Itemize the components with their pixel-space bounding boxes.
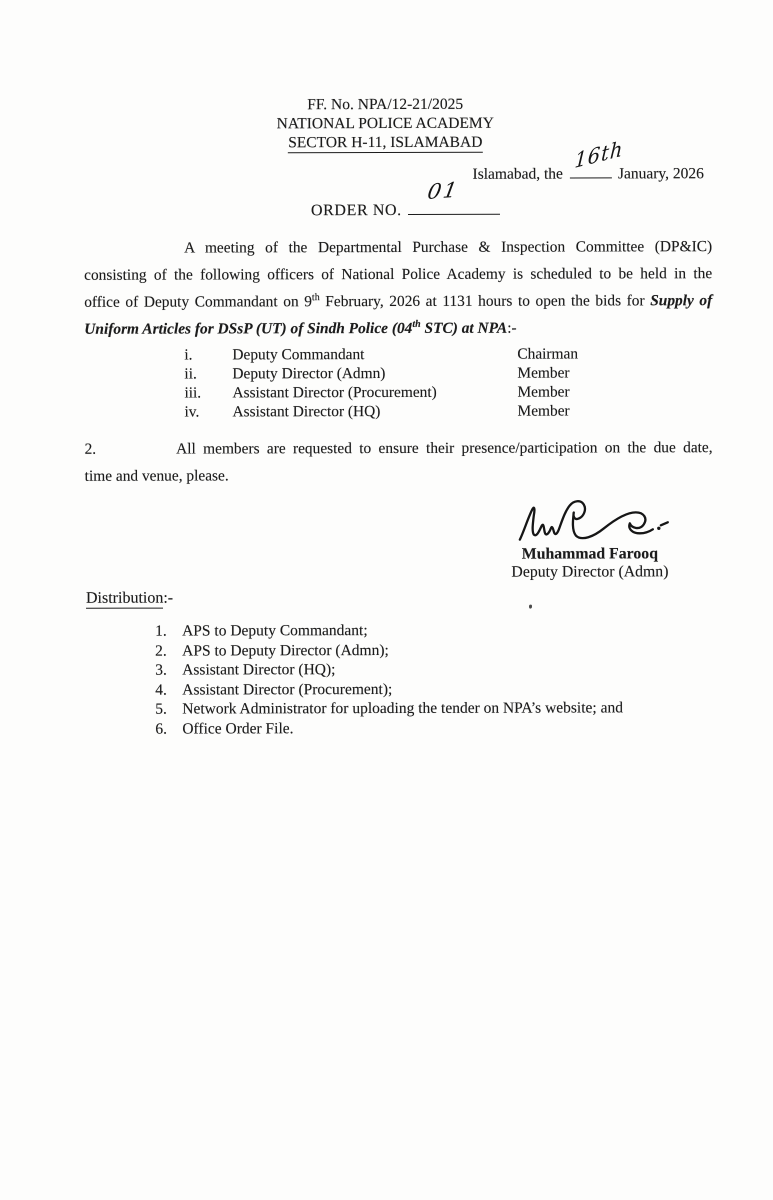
org-address: SECTOR H-11, ISLAMABAD	[288, 133, 483, 152]
signatory-title: Deputy Director (Admn)	[511, 563, 669, 581]
committee-num: iii.	[184, 384, 202, 402]
letterhead	[0, 94, 772, 153]
order-no-line	[310, 177, 772, 222]
item-num: 6.	[155, 720, 167, 738]
order-no-label: ORDER NO.	[310, 201, 402, 220]
committee-list	[184, 344, 772, 422]
org-name: NATIONAL POLICE ACADEMY	[276, 114, 494, 133]
signature-block	[0, 499, 773, 587]
committee-role: Chairman	[517, 345, 579, 363]
paragraph-line: time and venue, please.	[84, 467, 229, 485]
distribution-item	[155, 698, 773, 719]
handwritten-day: 16th	[573, 135, 624, 174]
distribution-item	[155, 620, 773, 641]
item-text: Office Order File.	[182, 720, 294, 738]
committee-num: iv.	[184, 403, 200, 421]
committee-num: i.	[184, 346, 193, 364]
committee-row	[184, 363, 772, 384]
committee-row	[184, 401, 772, 422]
committee-row	[184, 382, 772, 403]
committee-role: Member	[517, 364, 570, 382]
distribution-list	[155, 620, 773, 739]
item-num: 3.	[155, 661, 167, 679]
paragraph-line: 2. All members are requested to ensure their presence/participation on the due date,	[84, 439, 713, 458]
distribution-item	[155, 679, 773, 700]
committee-role: Member	[517, 402, 570, 420]
distribution-heading: Distribution:-	[85, 589, 174, 607]
paragraph-line: Uniform Articles for DSsP (UT) of Sindh Police (04th STC) at NPA:-	[84, 318, 517, 338]
handwritten-order-no: 01	[425, 177, 461, 204]
paragraph-line: office of Deputy Commandant on 9th February, 2026 at 1131 hours to open the bids for Supply of	[84, 292, 713, 311]
paragraph-line: consisting of the following officers of National Police Academy is scheduled to be held in the	[84, 265, 713, 284]
committee-title: Assistant Director (HQ)	[232, 403, 381, 421]
committee-row	[184, 344, 772, 365]
item-num: 5.	[155, 700, 167, 718]
paragraph-line: A meeting of the Departmental Purchase & Inspection Committee (DP&IC)	[184, 238, 713, 257]
item-text: APS to Deputy Director (Admn);	[182, 641, 389, 660]
place-date-suffix: January, 2026	[617, 165, 704, 183]
signature-scribble	[513, 499, 673, 547]
committee-role: Member	[517, 383, 570, 401]
committee-num: ii.	[184, 365, 197, 383]
item-num: 1.	[155, 622, 167, 640]
signatory-name: Muhammad Farooq	[521, 545, 658, 563]
place-date-prefix: Islamabad, the	[472, 165, 563, 183]
opening-paragraph	[84, 233, 712, 343]
distribution-item	[155, 659, 773, 680]
distribution-item	[155, 640, 773, 661]
paragraph-2	[85, 434, 713, 490]
item-num: 4.	[155, 681, 167, 699]
file-number: FF. No. NPA/12-21/2025	[307, 95, 464, 114]
item-text: APS to Deputy Commandant;	[182, 622, 368, 640]
committee-title: Deputy Commandant	[232, 346, 365, 364]
committee-title: Assistant Director (Procurement)	[232, 383, 437, 402]
item-text: Network Administrator for uploading the tender on NPA’s website; and	[182, 699, 623, 718]
paragraph-num: 2.	[84, 440, 97, 458]
order-no-blank-line	[408, 177, 500, 215]
distribution-item	[155, 718, 773, 739]
signature-dot	[657, 527, 660, 530]
committee-title: Deputy Director (Admn)	[232, 365, 386, 383]
item-text: Assistant Director (Procurement);	[182, 680, 393, 699]
item-num: 2.	[155, 642, 167, 660]
item-text: Assistant Director (HQ);	[182, 661, 336, 679]
